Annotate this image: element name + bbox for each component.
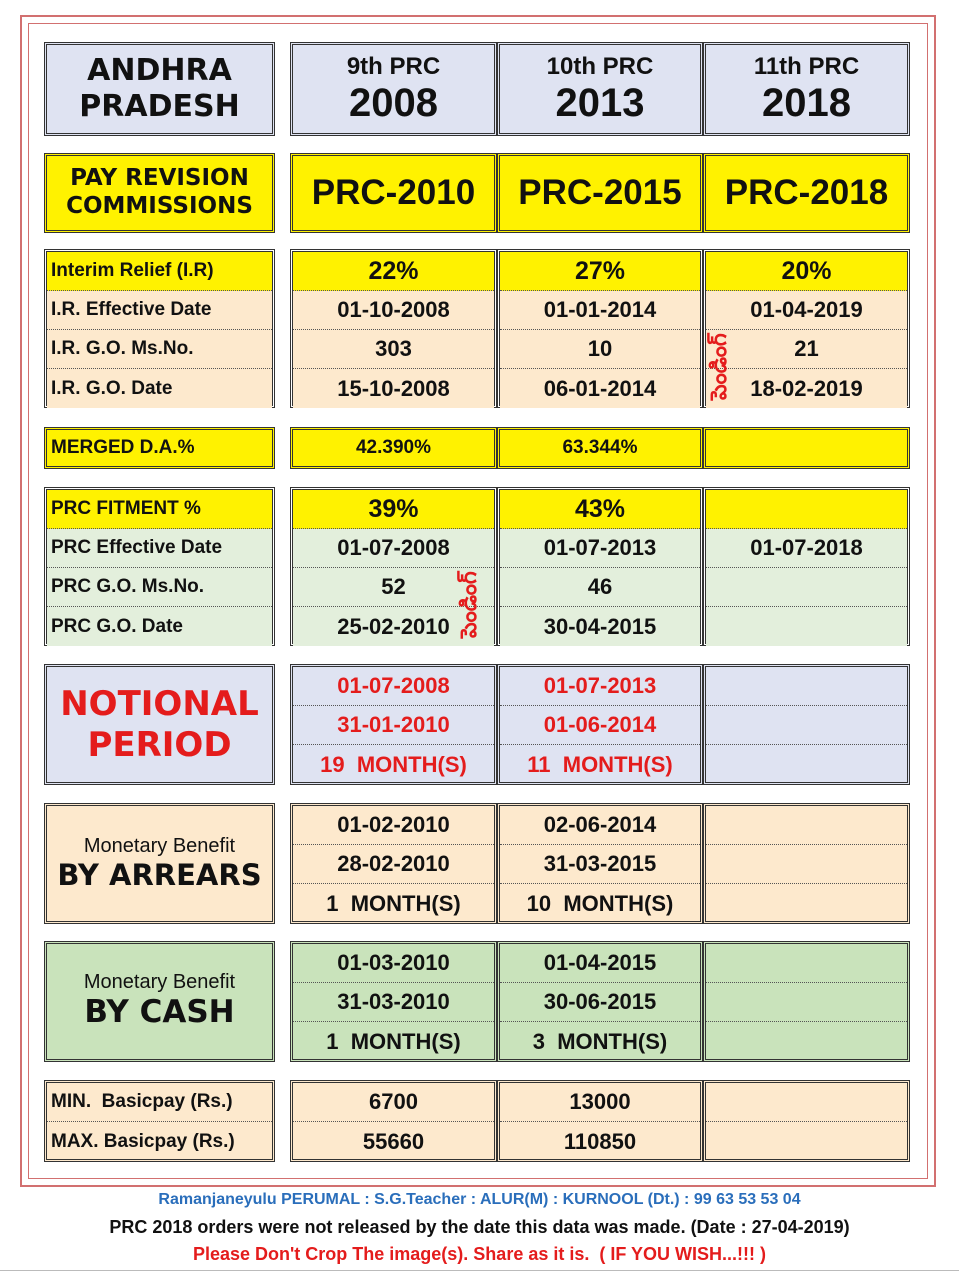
notional-months: 19 MONTH(S): [320, 751, 467, 777]
cash-col-2015: [497, 941, 703, 1062]
cash-months: [706, 1022, 907, 1061]
notional-title-line2: PERIOD: [87, 724, 232, 765]
prc-effective-date: 01-07-2013: [500, 529, 700, 568]
prc-effective-date: 01-07-2008: [293, 529, 494, 568]
pay-revision-title-box: [44, 153, 275, 233]
arrears-months: 10 MONTH(S): [526, 890, 674, 916]
arrears-from: 02-06-2014: [500, 806, 700, 845]
label-prc-fitment: PRC FITMENT %: [47, 490, 272, 529]
merged-da-2015: [497, 427, 703, 469]
cash-to: [706, 983, 907, 1022]
commission-10th: [497, 42, 703, 136]
cash-to: 30-06-2015: [500, 983, 700, 1022]
cash-col-2018: [703, 941, 910, 1062]
max-basicpay: [706, 1122, 907, 1161]
basicpay-col-2018: [703, 1080, 910, 1162]
ir-effective-date: 01-01-2014: [500, 291, 700, 330]
merged-da-2010: [290, 427, 497, 469]
arrears-months: 1 MONTH(S): [326, 890, 461, 916]
footer-note: PRC 2018 orders were not released by the date this data was made. (Date : 27-04-2019): [109, 1217, 850, 1237]
basicpay-labels: [44, 1080, 275, 1162]
commission-label: 11th PRC: [753, 53, 860, 80]
basicpay-col-2010: [290, 1080, 497, 1162]
notional-col-2018: [703, 664, 910, 785]
notional-months: [706, 745, 907, 784]
arrears-to: 31-03-2015: [500, 845, 700, 884]
label-ir-go-no: I.R. G.O. Ms.No.: [47, 330, 272, 369]
max-basicpay: 55660: [362, 1128, 425, 1154]
min-basicpay: 6700: [293, 1083, 494, 1122]
notional-col-2015: [497, 664, 703, 785]
min-basicpay: 13000: [500, 1083, 700, 1122]
notional-from: [706, 667, 907, 706]
label-max-basicpay: MAX. Basicpay (Rs.): [51, 1130, 235, 1152]
notional-to: [706, 706, 907, 745]
label-interim-relief: Interim Relief (I.R): [47, 252, 272, 291]
arrears-from: [706, 806, 907, 845]
prc-go-no: [706, 568, 907, 607]
ir-percent: 27%: [500, 252, 700, 291]
notional-from: 01-07-2013: [500, 667, 700, 706]
arrears-subtitle: Monetary Benefit: [83, 834, 236, 857]
footer-author: Ramanjaneyulu PERUMAL : S.G.Teacher : ALUR(M) : KURNOOL (Dt.) : 99 63 53 53 04: [158, 1191, 801, 1208]
prc-name: PRC-2018: [724, 173, 889, 212]
label-prc-go-no: PRC G.O. Ms.No.: [47, 568, 272, 607]
merged-da-value: 63.344%: [562, 437, 638, 458]
ir-go-date: 15-10-2008: [293, 369, 494, 408]
prc-name-2018: [703, 153, 910, 233]
arrears-title: BY ARREARS: [57, 857, 262, 892]
cash-from: [706, 944, 907, 983]
arrears-months: [706, 884, 907, 923]
arrears-from: 01-02-2010: [293, 806, 494, 845]
label-prc-go-date: PRC G.O. Date: [47, 607, 272, 646]
ir-go-no: 303: [293, 330, 494, 369]
prc-name-2015: [497, 153, 703, 233]
cash-months: 3 MONTH(S): [532, 1028, 668, 1054]
interim-labels: [44, 249, 275, 408]
cash-title: BY CASH: [84, 994, 235, 1031]
footer-warning: Please Don't Crop The image(s). Share as it is. ( IF YOU WISH...!!! ): [192, 1244, 767, 1264]
fitment-pending-note: పెండింగ్: [456, 571, 481, 638]
commission-year: 2013: [555, 81, 645, 125]
cash-from: 01-03-2010: [293, 944, 494, 983]
merged-da-2018: [703, 427, 910, 469]
ir-effective-date: 01-10-2008: [293, 291, 494, 330]
cash-to: 31-03-2010: [293, 983, 494, 1022]
state-title-box: [44, 42, 275, 136]
prc-go-date: 25-02-2010: [293, 607, 494, 646]
ir-pending-note: పెండింగ్: [706, 333, 731, 400]
prc-name-2010: [290, 153, 497, 233]
ir-go-date: 18-02-2019: [706, 369, 907, 408]
cash-subtitle: Monetary Benefit: [83, 971, 236, 994]
notional-from: 01-07-2008: [293, 667, 494, 706]
max-basicpay: 110850: [563, 1128, 637, 1154]
merged-da-value: 42.390%: [355, 437, 431, 458]
prc-go-date: 30-04-2015: [500, 607, 700, 646]
notional-col-2010: [290, 664, 497, 785]
ir-go-no: 10: [500, 330, 700, 369]
merged-da-label-box: [44, 427, 275, 469]
ir-go-date: 06-01-2014: [500, 369, 700, 408]
interim-col-2010: [290, 249, 497, 408]
prc-effective-date: 01-07-2018: [706, 529, 907, 568]
fitment-percent: 39%: [293, 490, 494, 529]
ir-percent: 22%: [293, 252, 494, 291]
fitment-col-2015: [497, 487, 703, 646]
notional-to: 01-06-2014: [500, 706, 700, 745]
fitment-col-2018: [703, 487, 910, 646]
state-title: ANDHRA PRADESH: [79, 53, 240, 124]
commission-year: 2008: [349, 81, 438, 125]
label-ir-effective-date: I.R. Effective Date: [47, 291, 272, 330]
cash-months: 1 MONTH(S): [326, 1028, 461, 1054]
label-prc-effective-date: PRC Effective Date: [47, 529, 272, 568]
min-basicpay: [706, 1083, 907, 1122]
prc-go-date: [706, 607, 907, 646]
label-ir-go-date: I.R. G.O. Date: [47, 369, 272, 408]
commission-label: 9th PRC: [346, 53, 441, 80]
arrears-col-2015: [497, 803, 703, 924]
ir-effective-date: 01-04-2019: [706, 291, 907, 330]
arrears-title-box: [44, 803, 275, 924]
label-min-basicpay: MIN. Basicpay (Rs.): [47, 1083, 272, 1122]
cash-title-box: [44, 941, 275, 1062]
bottom-rule: [0, 1270, 959, 1271]
basicpay-col-2015: [497, 1080, 703, 1162]
arrears-to: 28-02-2010: [293, 845, 494, 884]
arrears-col-2010: [290, 803, 497, 924]
pay-revision-title: PAY REVISION COMMISSIONS: [66, 165, 253, 219]
commission-9th: [290, 42, 497, 136]
prc-go-no: 52: [293, 568, 494, 607]
prc-name: PRC-2015: [518, 173, 682, 212]
prc-go-no: 46: [500, 568, 700, 607]
interim-col-2015: [497, 249, 703, 408]
ir-go-no: 21: [706, 330, 907, 369]
notional-to: 31-01-2010: [293, 706, 494, 745]
notional-months: 11 MONTH(S): [527, 751, 673, 777]
notional-title-box: [44, 664, 275, 785]
commission-year: 2018: [762, 81, 851, 125]
fitment-labels: [44, 487, 275, 646]
merged-da-label: MERGED D.A.%: [51, 437, 195, 458]
arrears-to: [706, 845, 907, 884]
arrears-col-2018: [703, 803, 910, 924]
notional-title-line1: NOTIONAL: [60, 683, 259, 724]
commission-label: 10th PRC: [546, 53, 654, 80]
fitment-percent: [706, 490, 907, 529]
cash-from: 01-04-2015: [500, 944, 700, 983]
cash-col-2010: [290, 941, 497, 1062]
interim-col-2018: [703, 249, 910, 408]
ir-percent: 20%: [706, 252, 907, 291]
commission-11th: [703, 42, 910, 136]
fitment-percent: 43%: [500, 490, 700, 529]
prc-name: PRC-2010: [311, 173, 476, 212]
